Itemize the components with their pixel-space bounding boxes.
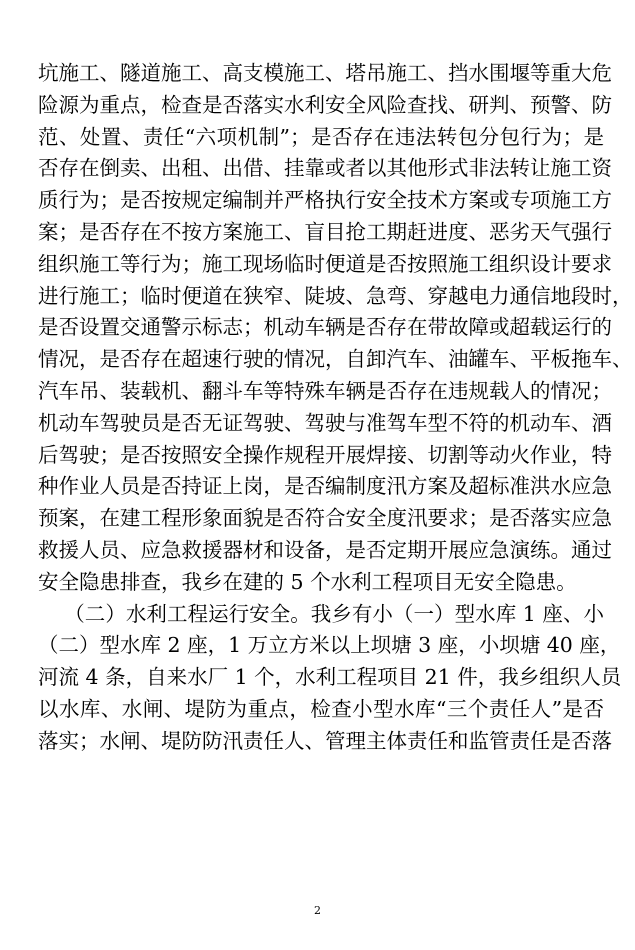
text-line: 预案，在建工程形象面貌是否符合安全度汛要求；是否落实应急 (38, 506, 612, 531)
text-line: 机动车驾驶员是否无证驾驶、驾驶与准驾车型不符的机动车、酒 (38, 410, 612, 435)
text-line: 落实；水闸、堤防防汛责任人、管理主体责任和监管责任是否落 (38, 728, 612, 753)
body-text (38, 58, 633, 758)
text-line: 范、处置、责任“六项机制”；是否存在违法转包分包行为；是 (38, 124, 604, 149)
page-number: 2 (314, 904, 321, 917)
text-line: 质行为；是否按规定编制并严格执行安全技术方案或专项施工方 (38, 188, 612, 213)
text-line: 险源为重点，检查是否落实水利安全风险查找、研判、预警、防 (38, 92, 612, 117)
text-line: 汽车吊、装载机、翻斗车等特殊车辆是否存在违规载人的情况； (38, 378, 612, 403)
text-line: 组织施工等行为；施工现场临时便道是否按照施工组织设计要求 (38, 251, 612, 276)
text-line: 救援人员、应急救援器材和设备，是否定期开展应急演练。通过 (38, 537, 612, 562)
text-line: 坑施工、隧道施工、高支模施工、塔吊施工、挡水围堰等重大危 (38, 61, 612, 85)
section-heading-line: （二）水利工程运行安全。我乡有小（一）型水库 1 座、小 (38, 601, 604, 626)
text-line: 是否设置交通警示标志；机动车辆是否存在带故障或超载运行的 (38, 315, 612, 340)
text-line: 情况，是否存在超速行驶的情况，自卸汽车、油罐车、平板拖车、 (38, 347, 633, 372)
text-line: 河流 4 条，自来水厂 1 个，水利工程项目 21 件，我乡组织人员 (38, 665, 622, 690)
text-line: （二）型水库 2 座，1 万立方米以上坝塘 3 座，小坝塘 40 座， (38, 633, 621, 658)
text-line: 以水库、水闸、堤防为重点，检查小型水库“三个责任人”是否 (38, 696, 604, 721)
text-line: 否存在倒卖、出租、出借、挂靠或者以其他形式非法转让施工资 (38, 156, 612, 181)
text-line: 种作业人员是否持证上岗，是否编制度汛方案及超标准洪水应急 (38, 474, 612, 499)
paragraph-end-line: 安全隐患排查，我乡在建的 5 个水利工程项目无安全隐患。 (38, 569, 577, 594)
text-line: 后驾驶；是否按照安全操作规程开展焊接、切割等动火作业，特 (38, 442, 612, 467)
text-line: 进行施工；临时便道在狭窄、陡坡、急弯、穿越电力通信地段时， (38, 283, 633, 308)
text-line: 案；是否存在不按方案施工、盲目抢工期赶进度、恶劣天气强行 (38, 219, 612, 244)
